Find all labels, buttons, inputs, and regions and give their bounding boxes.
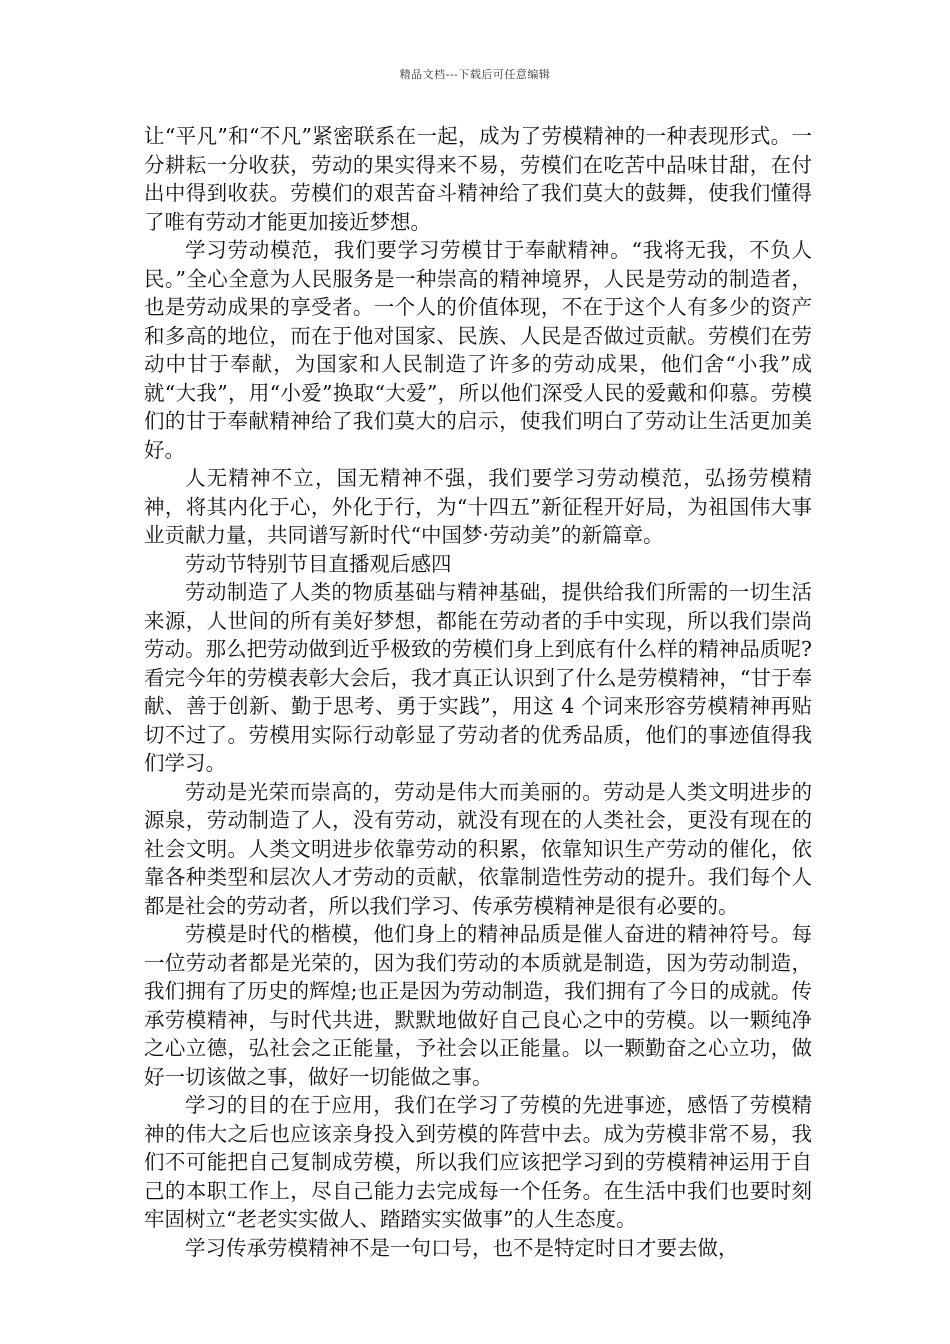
page-header: 精品文档---下载后可任意编辑 <box>399 68 551 81</box>
paragraph: 人无精神不立，国无精神不强，我们要学习劳动模范，弘扬劳模精神，将其内化于心，外化于行，为“十四五”新征程开好局，为祖国伟大事业贡献力量，共同谱写新时代“中国梦·劳动美”的新篇章。 <box>144 466 812 547</box>
section-heading: 劳动节特别节目直播观后感四 <box>185 551 452 576</box>
paragraph: 劳动是光荣而崇高的，劳动是伟大而美丽的。劳动是人类文明进步的源泉，劳动制造了人，没有劳动，就没有现在的人类社会，更没有现在的社会文明。人类文明进步依靠劳动的积累，依靠知识生产劳动的催化，依靠各种类型和层次人才劳动的贡献，依靠制造性劳动的提升。我们每个人都是社会的劳动者，所以我们学习、传承劳模精神是很有必要的。 <box>144 779 812 918</box>
paragraph: 劳动制造了人类的物质基础与精神基础，提供给我们所需的一切生活来源，人世间的所有美好梦想，都能在劳动者的手中实现，所以我们崇尚劳动。那么把劳动做到近乎极致的劳模们身上到底有什么样的精神品质呢?看完今年的劳模表彰大会后，我才真正认识到了什么是劳模精神，“甘于奉献、善于创新、勤于思考、勇于实践”，用这 4 个词来形容劳模精神再贴切不过了。劳模用实际行动彰显了劳动者的优秀品质，他们的事迹值得我们学习。 <box>144 580 812 775</box>
paragraph: 学习的目的在于应用，我们在学习了劳模的先进事迹，感悟了劳模精神的伟大之后也应该亲身投入到劳模的阵营中去。成为劳模非常不易，我们不可能把自己复制成劳模，所以我们应该把学习到的劳模精神运用于自己的本职工作上，尽自己能力去完成每一个任务。在生活中我们也要时刻牢固树立“老老实实做人、踏踏实实做事”的人生态度。 <box>144 1093 812 1231</box>
paragraph: 学习传承劳模精神不是一句口号，也不是特定时日才要去做， <box>185 1235 739 1260</box>
paragraph: 劳模是时代的楷模，他们身上的精神品质是催人奋进的精神符号。每一位劳动者都是光荣的，因为我们劳动的本质就是制造，因为劳动制造，我们拥有了历史的辉煌;也正是因为劳动制造，我们拥有了今日的成就。传承劳模精神，与时代共进，默默地做好自己良心之中的劳模。以一颗纯净之心立德，弘社会之正能量，予社会以正能量。以一颗勤奋之心立功，做好一切该做之事，做好一切能做之事。 <box>144 922 812 1089</box>
paragraph: 学习劳动模范，我们要学习劳模甘于奉献精神。“我将无我，不负人民。”全心全意为人民服务是一种崇高的精神境界，人民是劳动的制造者，也是劳动成果的享受者。一个人的价值体现，不在于这个人有多少的资产和多高的地位，而在于他对国家、民族、人民是否做过贡献。劳模们在劳动中甘于奉献，为国家和人民制造了许多的劳动成果，他们舍“小我”成就“大我”，用“小爱”换取“大爱”，所以他们深受人民的爱戴和仰慕。劳模们的甘于奉献精神给了我们莫大的启示，使我们明白了劳动让生活更加美好。 <box>144 238 812 462</box>
document-body <box>144 122 812 1262</box>
paragraph-continuation: 让“平凡”和“不凡”紧密联系在一起，成为了劳模精神的一种表现形式。一分耕耘一分收获，劳动的果实得来不易，劳模们在吃苦中品味甘甜，在付出中得到收获。劳模们的艰苦奋斗精神给了我们莫大的鼓舞，使我们懂得了唯有劳动才能更加接近梦想。 <box>144 124 812 234</box>
